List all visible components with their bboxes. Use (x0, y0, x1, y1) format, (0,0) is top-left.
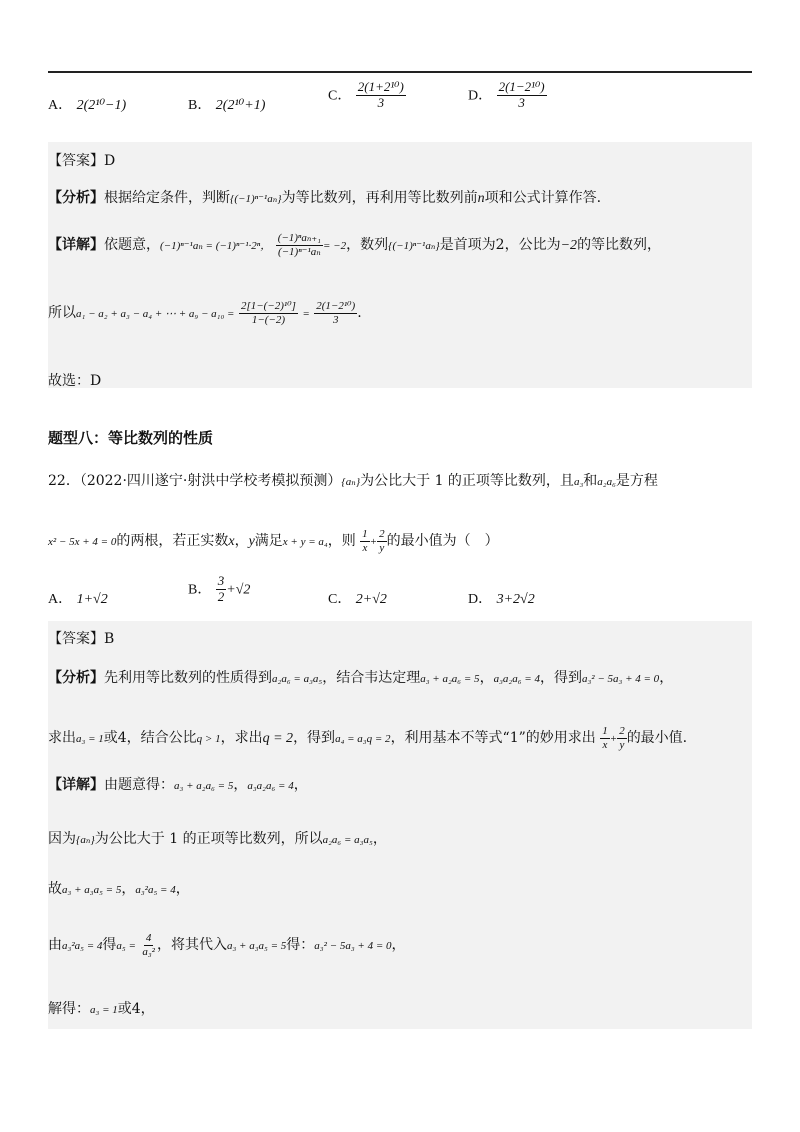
option-label: C． (328, 88, 352, 104)
detail-tag: 【详解】 (48, 777, 104, 793)
detail-text: ， (372, 831, 387, 847)
analysis-tag: 【分析】 (48, 670, 104, 686)
sum-fraction-1 (239, 300, 298, 326)
fraction-numerator: 2[1−(−2)¹⁰] (240, 300, 296, 312)
detail-text: ， (233, 777, 248, 793)
detail-text: 是首项为2，公比为 (439, 237, 561, 254)
detail-text: 由题意得： (104, 777, 174, 793)
sum-end: . (357, 305, 362, 322)
fraction-denominator: y (619, 738, 625, 751)
analysis-text: ，求出 (220, 730, 263, 747)
option-expr: 2+√2 (355, 592, 387, 607)
detail-fraction (276, 232, 323, 258)
q21-answer (48, 150, 115, 170)
stem-text: 是方程 (615, 473, 658, 489)
q22-detail-line-3 (48, 878, 190, 898)
detail-expr: a₃ + a₃a₅ = 5 (226, 940, 287, 953)
question-number: 22． (48, 473, 80, 489)
fraction-denominator: x (602, 738, 608, 751)
fraction-numerator: 1 (602, 725, 608, 737)
detail-expr: a₃ + a₂a₆ = 5 (174, 780, 234, 792)
analysis-expr: q = 2 (262, 731, 294, 747)
option-fraction (216, 574, 227, 605)
analysis-expr: a₃a₂a₆ = 4 (493, 673, 540, 685)
answer-value: B (104, 631, 115, 647)
answer-tag: 【答案】 (48, 631, 104, 647)
q22-answer (48, 628, 114, 648)
detail-eq: (−1)ⁿ⁻¹aₙ = (−1)ⁿ⁻¹·2ⁿ， (160, 240, 272, 253)
fraction-denominator: 3 (377, 94, 385, 110)
analysis-tag: 【分析】 (48, 190, 104, 206)
detail-fraction (140, 932, 157, 958)
detail-text: ，数列 (346, 237, 389, 254)
analysis-text: 根据给定条件，判断 (104, 190, 230, 206)
detail-text: 解得： (48, 1001, 90, 1017)
q22-detail-line-2 (48, 828, 387, 848)
analysis-text: 或4，结合公比 (103, 730, 197, 747)
fraction-denominator: 1−(−2) (251, 313, 285, 326)
stem-text: 满足 (254, 533, 283, 550)
answer-value: D (104, 153, 116, 169)
detail-text: 的等比数列， (577, 237, 662, 254)
q22-analysis-line-1 (48, 667, 673, 687)
analysis-n: n (477, 191, 485, 206)
sum-equals: = (302, 308, 310, 321)
a3-expr: a₃ (573, 476, 584, 488)
var-x: x (228, 534, 235, 550)
analysis-text: 为等比数列，再利用等比数列前 (281, 190, 478, 206)
detail-text: ， (391, 937, 406, 954)
analysis-text: ，得到 (293, 730, 336, 747)
stem-text: 的两根，若正实数 (116, 533, 229, 550)
detail-expr: a₃ = 1 (90, 1004, 118, 1016)
fraction-denominator: 3 (518, 94, 525, 110)
var-y: y (248, 534, 255, 550)
option-expr: +√2 (226, 582, 251, 598)
answer-tag: 【答案】 (48, 153, 104, 169)
detail-expr: a₂a₆ = a₃a₅ (322, 834, 373, 846)
fraction-numerator: 3 (217, 573, 225, 588)
q22-option-c (328, 588, 387, 608)
q22-detail-line-4 (48, 932, 406, 958)
detail-text: 故 (48, 881, 62, 897)
section-title: 题型八：等比数列的性质 (48, 429, 214, 447)
q22-analysis-line-2 (48, 725, 687, 751)
fraction-denominator: a₃² (142, 945, 155, 958)
detail-text: ， (121, 881, 136, 897)
fraction-numerator: 4 (145, 932, 152, 944)
detail-text: ，将其代入 (156, 937, 227, 954)
fraction-numerator: 2(1−2¹⁰) (316, 300, 356, 312)
frac-2-over-y (377, 528, 387, 554)
analysis-text: ， (479, 670, 494, 686)
q22-stem-line-2 (48, 528, 499, 554)
sum-text: 所以 (48, 305, 76, 322)
fraction-denominator: x (362, 541, 368, 554)
cond-expr: x + y = a₄ (282, 536, 328, 549)
option-expr: 2(2¹⁰−1) (76, 98, 127, 113)
stem-text: 的最小值为（ ） (386, 533, 499, 550)
frac-1-over-x (600, 725, 610, 751)
fraction-numerator: 2 (619, 725, 625, 737)
detail-expr: {aₙ} (76, 834, 95, 846)
option-fraction (497, 80, 547, 111)
sum-lhs: a₁ − a₂ + a₃ − a₄ + ⋯ + a₉ − a₁₀ = (76, 308, 235, 321)
analysis-expr: {(−1)ⁿ⁻¹aₙ} (230, 193, 282, 205)
q21-option-a (48, 94, 126, 114)
q21-solution-box (48, 142, 752, 388)
detail-tag: 【详解】 (48, 237, 104, 254)
a2a6-expr: a₂a₆ (597, 476, 616, 488)
option-label: D． (468, 88, 493, 104)
analysis-text: ， (659, 670, 674, 686)
detail-text: 得： (286, 937, 315, 954)
option-label: A． (48, 592, 73, 607)
analysis-expr: a₃ + a₂a₆ = 5 (420, 673, 480, 685)
detail-text: 得 (102, 937, 117, 954)
detail-expr: a₅ = (116, 940, 136, 953)
q21-option-b (188, 94, 265, 114)
fraction-denominator: y (379, 541, 385, 554)
q22-option-b (188, 574, 250, 605)
detail-text: 由 (48, 937, 62, 954)
fraction-numerator: 2(1+2¹⁰) (357, 79, 404, 94)
option-expr: 2(2¹⁰+1) (215, 98, 266, 113)
q22-detail-line-5 (48, 998, 155, 1018)
q22-option-d (468, 588, 535, 608)
question-source: （2022·四川遂宁·射洪中学校考模拟预测） (79, 473, 342, 489)
q22-stem-line-1 (48, 470, 658, 490)
plus-sign: + (369, 536, 378, 549)
detail-expr: a₃ + a₃a₅ = 5 (62, 884, 122, 896)
option-label: D． (468, 592, 493, 607)
equation-expr: x² − 5x + 4 = 0 (48, 536, 117, 549)
analysis-expr: a₃ = 1 (76, 733, 104, 746)
option-label: A． (48, 98, 73, 113)
top-rule (48, 71, 752, 73)
stem-text: ， (234, 533, 249, 550)
q21-analysis (48, 187, 601, 207)
q21-sum (48, 300, 362, 326)
detail-expr: a₃² − 5a₃ + 4 = 0 (314, 940, 392, 953)
detail-text: 为公比大于 1 的正项等比数列，所以 (94, 831, 323, 847)
analysis-text: 项和公式计算作答. (484, 190, 602, 206)
option-label: B． (188, 582, 212, 598)
analysis-text: 求出 (48, 730, 76, 747)
seq-expr: {aₙ} (341, 476, 361, 488)
fraction-numerator: 2 (379, 528, 385, 540)
detail-seq: {(−1)ⁿ⁻¹aₙ} (388, 240, 440, 253)
fraction-denominator: (−1)ⁿ⁻¹aₙ (277, 245, 321, 258)
analysis-expr: a₂a₆ = a₃a₅ (272, 673, 323, 685)
detail-text: 依题意， (104, 237, 160, 254)
detail-expr: a₃²a₅ = 4 (62, 940, 103, 953)
detail-text: ， (293, 777, 308, 793)
plus-sign: + (609, 733, 618, 746)
sum-fraction-2 (314, 300, 357, 326)
fraction-denominator: 3 (332, 313, 339, 326)
q22-detail-line-1 (48, 774, 308, 794)
fraction-denominator: 2 (217, 588, 225, 604)
option-label: C． (328, 592, 352, 607)
analysis-text: ，利用基本不等式“1”的妙用求出 (390, 730, 596, 747)
analysis-expr: q > 1 (196, 733, 221, 746)
q22-option-a (48, 588, 108, 608)
detail-value: = −2 (323, 240, 347, 253)
frac-1-over-x (360, 528, 370, 554)
option-expr: 3+2√2 (496, 592, 535, 607)
analysis-expr: a₃² − 5a₃ + 4 = 0 (581, 673, 660, 685)
q21-option-c (328, 80, 406, 111)
analysis-text: ，结合韦达定理 (322, 670, 421, 686)
fraction-numerator: 2(1−2¹⁰) (498, 79, 545, 94)
analysis-text: 先利用等比数列的性质得到 (104, 670, 272, 686)
frac-2-over-y (617, 725, 627, 751)
option-label: B． (188, 98, 212, 113)
detail-text: ， (175, 881, 190, 897)
option-expr: 1+√2 (76, 592, 108, 607)
stem-text: ，则 (327, 533, 356, 550)
analysis-text: 的最小值. (626, 730, 688, 747)
q21-option-d (468, 80, 547, 111)
analysis-text: ，得到 (539, 670, 582, 686)
detail-ratio: −2 (560, 238, 578, 254)
option-fraction (356, 80, 406, 111)
analysis-expr: a₄ = a₃q = 2 (335, 733, 391, 746)
detail-text: 因为 (48, 831, 76, 847)
q21-detail (48, 232, 661, 258)
fraction-numerator: (−1)ⁿaₙ₊₁ (277, 232, 321, 244)
stem-text: 为公比大于 1 的正项等比数列，且 (360, 473, 574, 489)
detail-expr: a₃²a₅ = 4 (135, 884, 176, 896)
detail-expr: a₃a₂a₆ = 4 (247, 780, 294, 792)
stem-text: 和 (583, 473, 598, 489)
q21-choose: 故选：D (48, 373, 102, 389)
fraction-numerator: 1 (362, 528, 368, 540)
detail-text: 或4， (117, 1001, 155, 1017)
